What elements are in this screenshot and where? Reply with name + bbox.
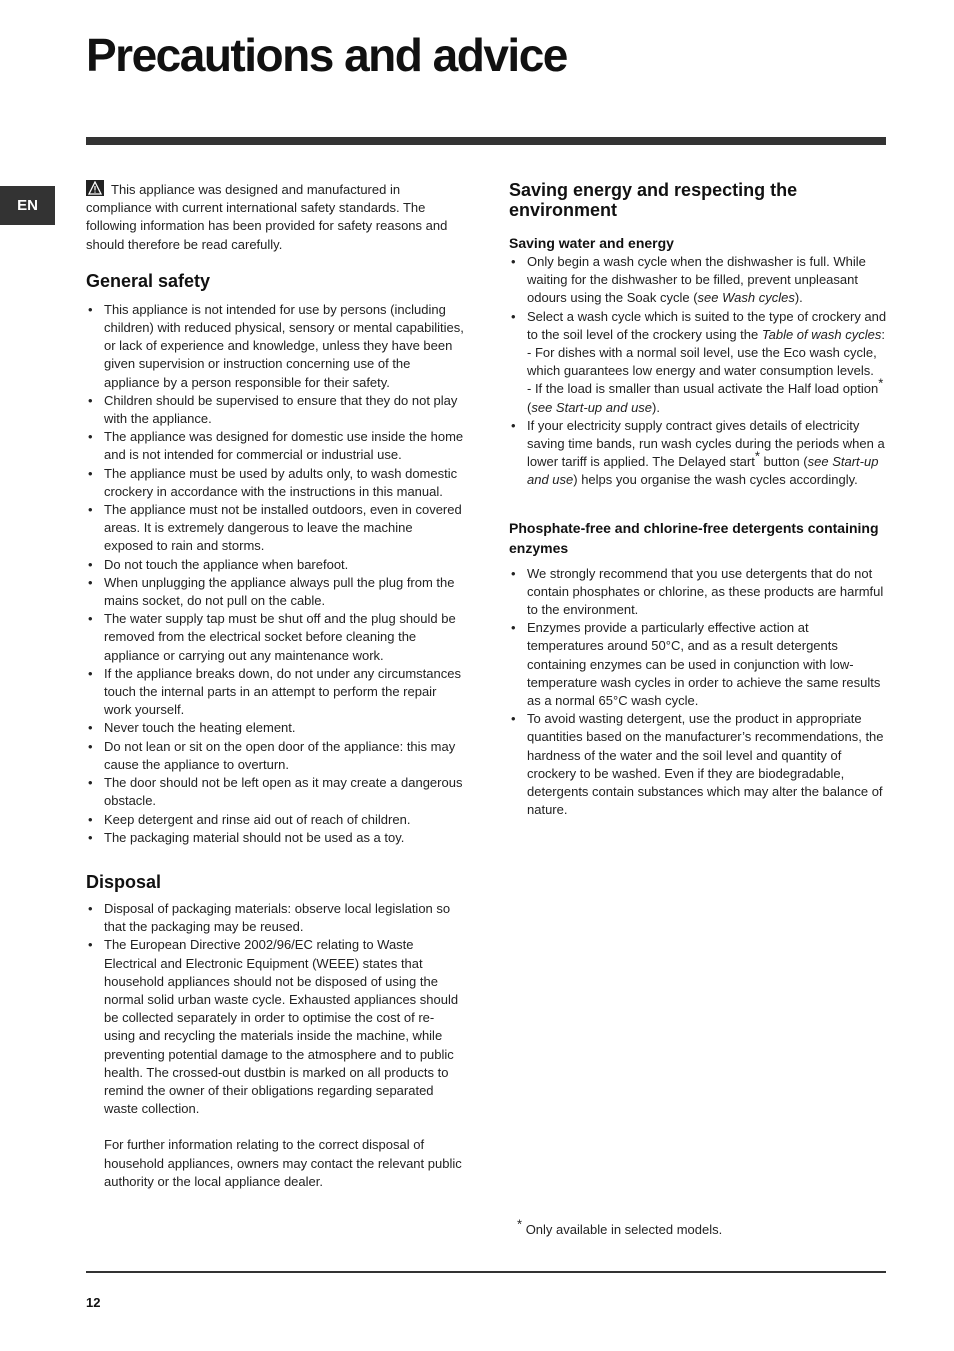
item-text: ).	[794, 290, 803, 306]
page-number: 12	[86, 1295, 101, 1310]
footnote	[517, 1216, 723, 1237]
header-rule	[86, 137, 886, 145]
item-text: If your electricity supply contract gives details of electricity saving time bands, run wash cycles during the periods when a lower tariff is applied. The Delayed start	[527, 417, 885, 470]
disposal-note: For further information relating to the correct disposal of household appliances, owners may contact the relevant public authority or the local appliance dealer.	[104, 1137, 462, 1189]
item-text: :	[881, 326, 885, 342]
warning-icon	[86, 180, 104, 196]
list-item: • Do not touch the appliance when barefoot.	[86, 556, 464, 574]
list-item: • The door should not be left open as it may create a dangerous obstacle.	[86, 774, 464, 810]
list-item: • The appliance was designed for domestic use inside the home and is not intended for commercial or industrial use.	[86, 428, 464, 464]
list-item	[86, 936, 464, 1191]
list-item: • If the appliance breaks down, do not under any circumstances touch the internal parts in an attempt to perform the repair work yourself.	[86, 665, 464, 720]
list-item: • To avoid wasting detergent, use the product in appropriate quantities based on the manufacturer’s recommendations, the hardness of the water and the soil level and quantity of crockery to be washed. Even if they are biodegradable, detergents contain substances which may alter the balance of nature.	[509, 710, 887, 819]
list-item: • The packaging material should not be used as a toy.	[86, 829, 464, 847]
list-item: • Enzymes provide a particularly effective action at temperatures around 50°C, and as a result detergents containing enzymes can be used in conjunction with low-temperature wash cycles in order to achieve the same results as a normal 65°C wash cycle.	[509, 619, 887, 710]
right-column	[509, 180, 887, 819]
detergents-list	[509, 565, 887, 820]
list-item: • When unplugging the appliance always pull the plug from the mains socket, do not pull on the cable.	[86, 574, 464, 610]
item-text: (	[527, 399, 532, 415]
list-item	[509, 253, 887, 308]
item-text: button (	[759, 454, 808, 470]
list-item: • The water supply tap must be shut off and the plug should be removed from the electrical socket before cleaning the appliance or carrying out any maintenance work.	[86, 610, 464, 665]
intro-text: This appliance was designed and manufactured in compliance with current international safety standards. The following information has been provided for safety reasons and should therefore be read carefully.	[86, 182, 448, 252]
sub-item: - For dishes with a normal soil level, use the Eco wash cycle, which guarantees low energy and water consumption levels.	[527, 345, 877, 379]
disposal-heading: Disposal	[86, 871, 162, 892]
list-item: • We strongly recommend that you use detergents that do not contain phosphates or chlorine, as these products are harmful to the environment.	[509, 565, 887, 620]
cross-reference: see Start-up and use	[531, 399, 653, 415]
list-item: • The appliance must not be installed outdoors, even in covered areas. It is extremely dangerous to leave the machine exposed to rain and storms.	[86, 501, 464, 556]
left-column	[86, 180, 464, 1191]
list-item	[509, 308, 887, 417]
saving-energy-heading: Saving energy and respecting the environment	[509, 180, 798, 220]
footer-rule	[86, 1271, 886, 1273]
detergents-heading: Phosphate-free and chlorine-free detergents containing enzymes	[509, 519, 879, 556]
language-label: EN	[17, 197, 38, 214]
saving-water-heading: Saving water and energy	[509, 235, 674, 251]
item-text: ).	[652, 399, 660, 415]
item-text: ) helps you organise the wash cycles accordingly.	[573, 472, 858, 488]
list-item: • Disposal of packaging materials: observe local legislation so that the packaging may be reused.	[86, 900, 464, 936]
saving-water-list	[509, 253, 887, 490]
list-item	[509, 417, 887, 490]
cross-reference: see Start-up and use	[527, 454, 879, 488]
item-text: Only begin a wash cycle when the dishwasher is full. While waiting for the dishwasher to be filled, prevent unpleasant odours using the Soak cycle (	[527, 254, 866, 306]
weee-text: • The European Directive 2002/96/EC relating to Waste Electrical and Electronic Equipment (WEEE) states that household appliances should not be disposed of using the normal solid urban waste cycle. Exhausted appliances should be collected separately in order to optimise the cost of re-using and recycling the materials inside the machine, while preventing potential damage to the atmosphere and to public health. The crossed-out dustbin is marked on all products to remind the owner of their obligations regarding separated waste collection.	[104, 937, 459, 1117]
footnote-text: Only available in selected models.	[525, 1222, 723, 1237]
intro-paragraph	[86, 180, 464, 254]
cross-reference: Table of wash cycles	[761, 326, 882, 342]
item-text: - If the load is smaller than usual activate the Half load option	[527, 381, 879, 397]
list-item: • The appliance must be used by adults only, to wash domestic crockery in accordance with the instructions in this manual.	[86, 465, 464, 501]
disposal-list	[86, 900, 464, 1191]
footnote-marker: *	[878, 376, 884, 392]
footnote-marker: *	[754, 448, 760, 464]
list-item: • Never touch the heating element.	[86, 719, 464, 737]
item-text: Select a wash cycle which is suited to the type of crockery and to the soil level of the crockery using the	[527, 308, 887, 342]
cross-reference: see Wash cycles	[697, 290, 795, 306]
general-safety-heading: General safety	[86, 270, 211, 291]
list-item: • This appliance is not intended for use by persons (including children) with reduced physical, sensory or mental capabilities, or lack of experience and knowledge, unless they have been given supervision or instruction concerning use of the appliance by a person responsible for their safety.	[86, 301, 464, 392]
list-item: • Do not lean or sit on the open door of the appliance: this may cause the appliance to overturn.	[86, 738, 464, 774]
language-tab	[0, 186, 55, 225]
sub-item	[527, 376, 887, 416]
general-safety-list	[86, 301, 464, 847]
footnote-marker: *	[517, 1216, 523, 1232]
list-item: • Keep detergent and rinse aid out of reach of children.	[86, 811, 464, 829]
list-item: • Children should be supervised to ensure that they do not play with the appliance.	[86, 392, 464, 428]
page-title: Precautions and advice	[86, 29, 567, 81]
